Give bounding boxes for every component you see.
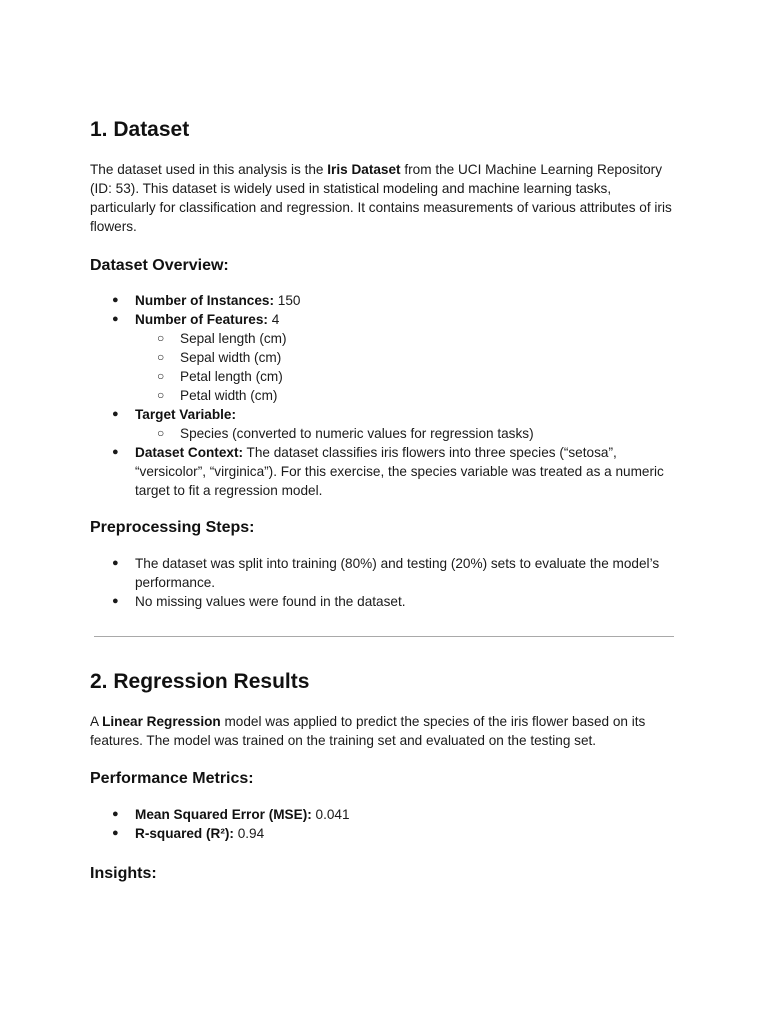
list-item: ● The dataset was split into training (80%) and testing (20%) sets to evaluate the model’s performance. [112, 556, 660, 590]
features-sublist [135, 329, 680, 405]
bullet-icon: ● [112, 294, 119, 306]
hollow-bullet-icon: ○ [157, 350, 165, 364]
bullet-icon: ● [112, 557, 119, 569]
hollow-bullet-icon: ○ [157, 388, 165, 402]
list-item: ● Dataset Context: The dataset classifies iris flowers into three species (“setosa”, “versicolor”, “virginica”). For this exercise, the species variable was treated as a numeric target to fit a regression model. [112, 445, 664, 498]
list-item: ○ Petal width (cm) [157, 388, 278, 403]
dataset-overview-list [90, 291, 680, 500]
bullet-icon: ● [112, 595, 119, 607]
performance-metrics-heading: Performance Metrics: [90, 770, 254, 787]
preprocessing-heading: Preprocessing Steps: [90, 519, 255, 536]
preprocessing-list [90, 554, 680, 611]
linear-regression-bold: Linear Regression [102, 714, 221, 729]
section-title-regression-results: 2. Regression Results [90, 670, 310, 693]
dataset-overview-heading: Dataset Overview: [90, 257, 229, 274]
list-item: ● No missing values were found in the dataset. [112, 594, 406, 609]
section-title-dataset: 1. Dataset [90, 118, 190, 141]
hollow-bullet-icon: ○ [157, 369, 165, 383]
list-item: ● Number of Features: 4 ○ Sepal length (cm) ○ Sepal width (cm) ○ Petal length (cm) ○ Petal width (cm) [90, 310, 680, 405]
horizontal-divider [94, 636, 674, 637]
bullet-icon: ● [112, 408, 119, 420]
hollow-bullet-icon: ○ [157, 426, 165, 440]
bullet-icon: ● [112, 827, 119, 839]
list-item: ● Mean Squared Error (MSE): 0.041 [112, 807, 350, 822]
hollow-bullet-icon: ○ [157, 331, 165, 345]
list-item: ● Target Variable: ○ Species (converted to numeric values for regression tasks) [90, 405, 680, 443]
performance-metrics-list [90, 805, 680, 843]
bullet-icon: ● [112, 313, 119, 325]
list-item: ○ Petal length (cm) [157, 369, 283, 384]
insights-heading: Insights: [90, 865, 157, 882]
list-item: ○ Species (converted to numeric values for regression tasks) [157, 426, 534, 441]
list-item: ● R-squared (R²): 0.94 [112, 826, 265, 841]
regression-intro-paragraph: A Linear Regression model was applied to predict the species of the iris flower based on its features. The model was trained on the training set and evaluated on the testing set. [90, 714, 646, 748]
list-item: ○ Sepal length (cm) [157, 331, 287, 346]
list-item: ● Number of Instances: 150 [112, 293, 301, 308]
target-sublist [135, 424, 680, 443]
list-item: ○ Sepal width (cm) [157, 350, 282, 365]
bullet-icon: ● [112, 808, 119, 820]
iris-dataset-bold: Iris Dataset [327, 162, 401, 177]
bullet-icon: ● [112, 446, 119, 458]
dataset-intro-paragraph: The dataset used in this analysis is the Iris Dataset from the UCI Machine Learning Repository (ID: 53). This dataset is widely used in statistical modeling and machine learning tasks, particularly for classification and regression. It contains measurements of various attributes of iris flowers. [90, 162, 672, 234]
